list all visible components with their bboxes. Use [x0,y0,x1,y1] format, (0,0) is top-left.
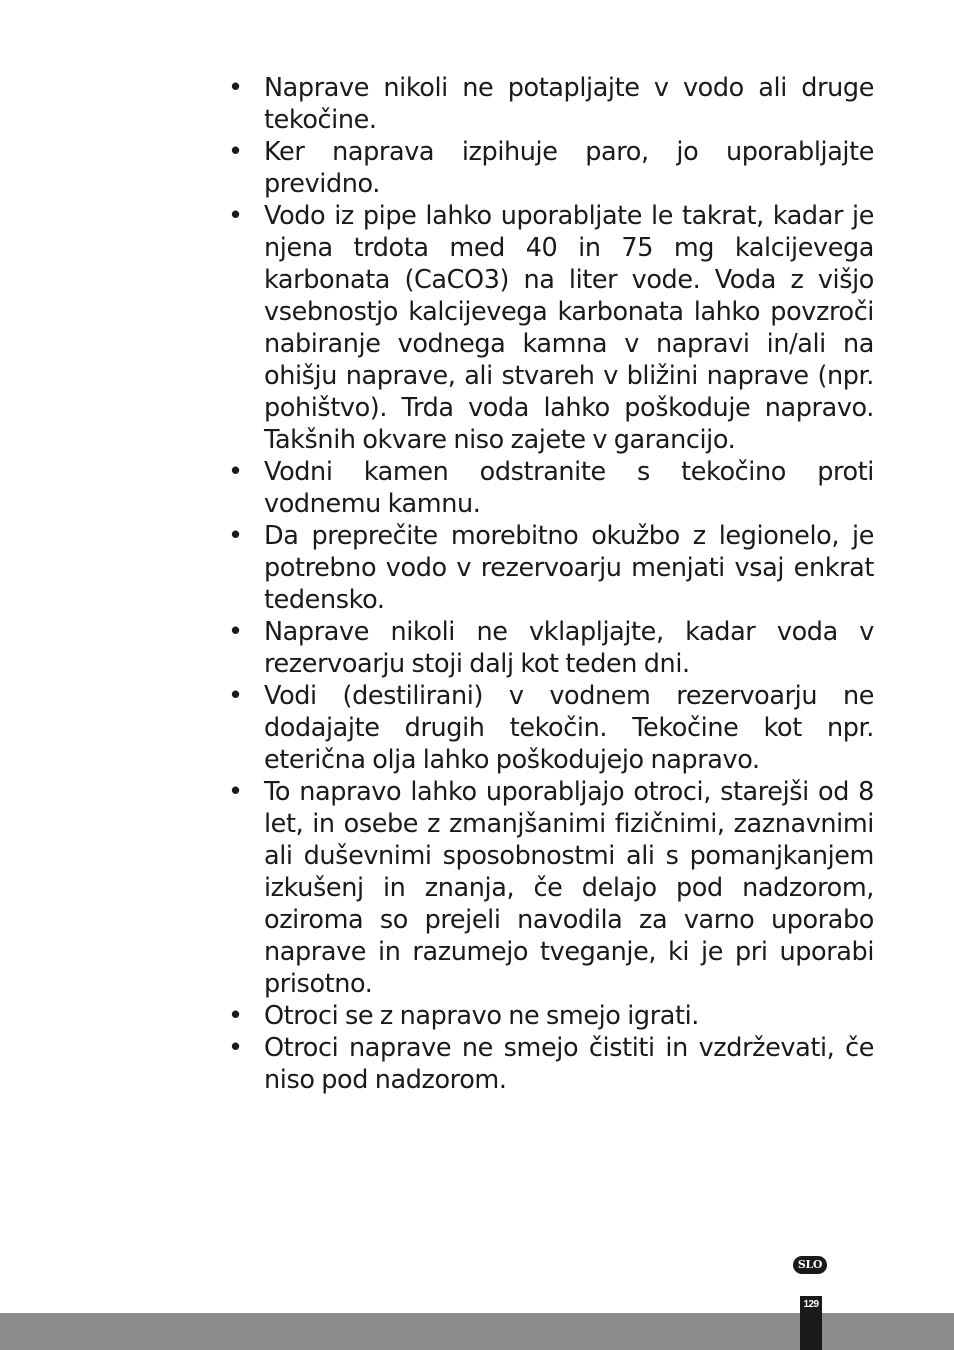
bullet-icon: • [228,521,243,551]
list-item [226,616,874,680]
bullet-icon: • [228,617,243,647]
bullet-icon: • [228,201,243,231]
bullet-icon: • [228,73,243,103]
bullet-icon: • [228,137,243,167]
language-badge: SLO [793,1256,827,1274]
list-item-text: Otroci naprave ne smejo čistiti in vzdrževati, če niso pod nadzorom. [264,1033,874,1095]
main-content [226,72,874,1096]
list-item [226,1032,874,1096]
bullet-icon: • [228,777,243,807]
list-item [226,456,874,520]
list-item [226,776,874,1000]
bullet-icon: • [228,1033,243,1063]
bullet-icon: • [228,457,243,487]
list-item-text: To napravo lahko uporabljajo otroci, starejši od 8 let, in osebe z zmanjšanimi fizičnimi, zaznavnimi ali duševnimi sposobnostmi ali s pomanjkanjem izkušenj in znanja, če delajo pod nadzorom, oziroma so prejeli navodila za varno uporabo naprave in razumejo tveganje, ki je pri uporabi prisotno. [264,777,874,999]
list-item-text: Naprave nikoli ne vklapljajte, kadar voda v rezervoarju stoji dalj kot teden dni. [264,617,874,679]
list-item [226,680,874,776]
list-item [226,1000,874,1032]
list-item-text: Vodni kamen odstranite s tekočino proti vodnemu kamnu. [264,457,874,519]
list-item [226,136,874,200]
list-item [226,72,874,136]
bullet-icon: • [228,1001,243,1031]
list-item-text: Naprave nikoli ne potapljajte v vodo ali druge tekočine. [264,73,874,135]
list-item [226,520,874,616]
list-item-text: Ker naprava izpihuje paro, jo uporabljajte previdno. [264,137,874,199]
list-item-text: Vodi (destilirani) v vodnem rezervoarju ne dodajajte drugih tekočin. Tekočine kot npr. eterična olja lahko poškodujejo napravo. [264,681,874,775]
list-item-text: Otroci se z napravo ne smejo igrati. [264,1001,699,1031]
bullet-icon: • [228,681,243,711]
page-number-tab [800,1296,822,1350]
list-item-text: Da preprečite morebitno okužbo z legionelo, je potrebno vodo v rezervoarju menjati vsaj enkrat tedensko. [264,521,874,615]
page-number: 129 [803,1299,819,1310]
list-item [226,200,874,456]
safety-instructions-list [226,72,874,1096]
list-item-text: Vodo iz pipe lahko uporabljate le takrat, kadar je njena trdota med 40 in 75 mg kalcijevega karbonata (CaCO3) na liter vode. Voda z višjo vsebnostjo kalcijevega karbonata lahko povzroči nabiranje vodnega kamna v napravi in/ali na ohišju naprave, ali stvareh v bližini naprave (npr. pohištvo). Trda voda lahko poškoduje napravo. Takšnih okvare niso zajete v garancijo. [264,201,874,455]
